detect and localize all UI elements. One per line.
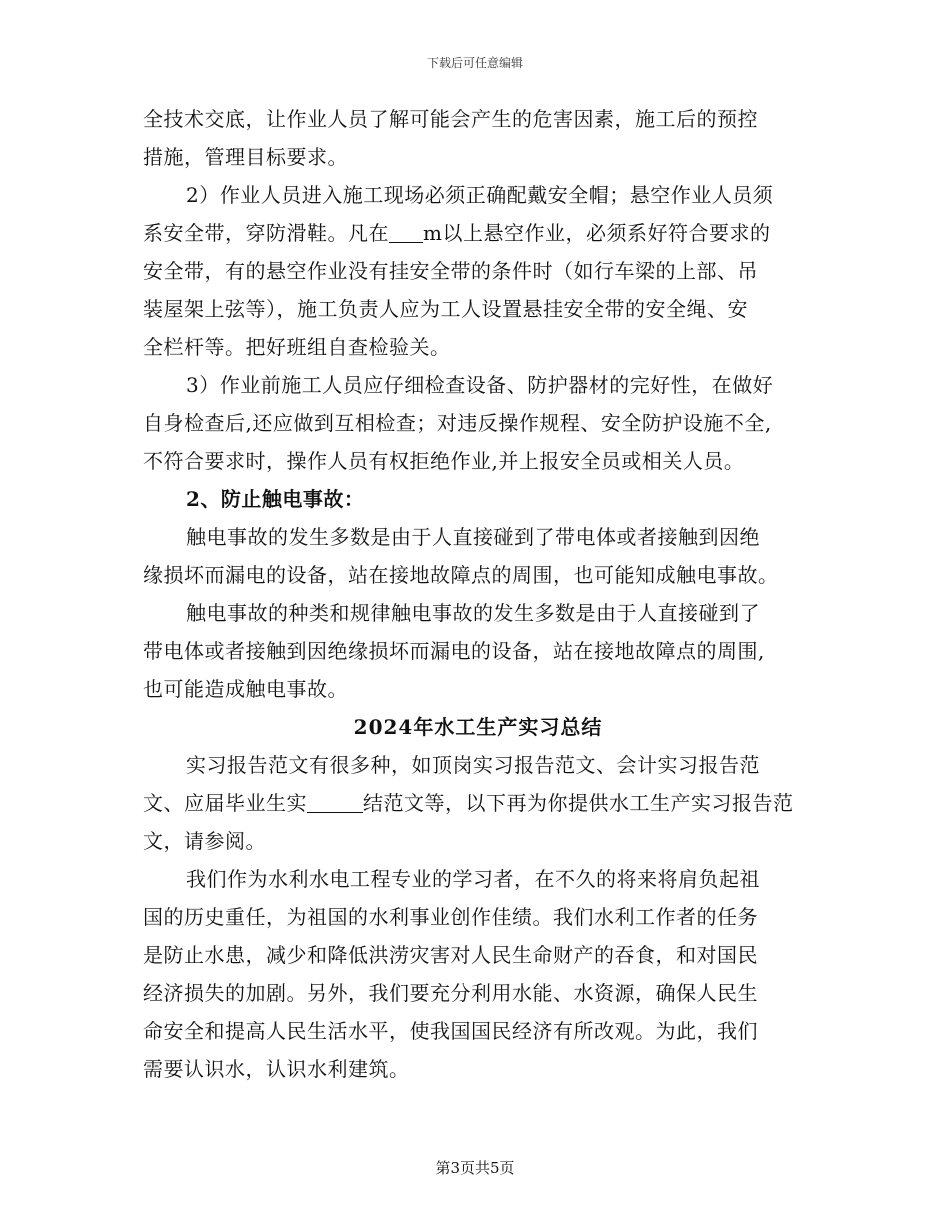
text-line: 触电事故的种类和规律触电事故的发生多数是由于人直接碰到了 bbox=[186, 601, 760, 625]
page-number: 第3页共5页 bbox=[435, 1159, 515, 1177]
text-fragment: 系安全带，穿防滑鞋。凡在 bbox=[143, 221, 389, 245]
text-line: 我们作为水利水电工程专业的学习者，在不久的将来将肩负起祖 bbox=[186, 867, 760, 891]
text-fragment: 结范文等，以下再为你提供水工生产实习报告范 bbox=[363, 791, 794, 815]
section-heading: 2、防止触电事故： bbox=[186, 487, 365, 511]
text-line: 经济损失的加剧。另外，我们要充分利用水能、水资源，确保人民生 bbox=[143, 981, 758, 1005]
text-line-with-blank bbox=[143, 784, 813, 822]
text-line: 全技术交底，让作业人员了解可能会产生的危害因素，施工后的预控 bbox=[143, 107, 758, 131]
text-line: 自身检查后,还应做到互相检查；对违反操作规程、安全防护设施不全, bbox=[143, 411, 772, 435]
text-line-with-blank bbox=[143, 214, 813, 252]
text-line: 安全带，有的悬空作业没有挂安全带的条件时（如行车梁的上部、吊 bbox=[143, 259, 758, 283]
text-fragment: 文、应届毕业生实 bbox=[143, 791, 307, 815]
text-line: 文，请参阅。 bbox=[143, 829, 266, 853]
text-line: 3）作业前施工人员应仔细检查设备、防护器材的完好性，在做好 bbox=[186, 373, 774, 397]
text-line: 不符合要求时，操作人员有权拒绝作业,并上报安全员或相关人员。 bbox=[143, 449, 745, 473]
document-body bbox=[143, 100, 813, 1088]
page-header-note: 下载后可任意编辑 bbox=[426, 56, 523, 70]
text-line: 需要认识水，认识水利建筑。 bbox=[143, 1057, 410, 1081]
text-line: 缘损坏而漏电的设备，站在接地故障点的周围，也可能知成触电事故。 bbox=[143, 563, 779, 587]
text-line: 装屋架上弦等），施工负责人应为工人设置悬挂安全带的安全绳、安 bbox=[143, 297, 748, 321]
text-line: 也可能造成触电事故。 bbox=[143, 677, 348, 701]
text-line: 触电事故的发生多数是由于人直接碰到了带电体或者接触到因绝 bbox=[186, 525, 760, 549]
fill-in-blank bbox=[307, 792, 363, 813]
fill-in-blank bbox=[389, 222, 423, 243]
text-line: 全栏杆等。把好班组自查检验关。 bbox=[143, 335, 451, 359]
document-title: 2024年水工生产实习总结 bbox=[353, 715, 603, 739]
text-line: 2）作业人员进入施工现场必须正确配戴安全帽；悬空作业人员须 bbox=[186, 183, 774, 207]
text-line: 是防止水患，减少和降低洪涝灾害对人民生命财产的吞食，和对国民 bbox=[143, 943, 758, 967]
text-line: 实习报告范文有很多种，如顶岗实习报告范文、会计实习报告范 bbox=[186, 753, 760, 777]
text-line: 命安全和提高人民生活水平，使我国国民经济有所改观。为此，我们 bbox=[143, 1019, 758, 1043]
text-line: 带电体或者接触到因绝缘损坏而漏电的设备，站在接地故障点的周围, bbox=[143, 639, 765, 663]
text-line: 措施，管理目标要求。 bbox=[143, 145, 348, 169]
text-fragment: m以上悬空作业，必须系好符合要求的 bbox=[423, 221, 771, 245]
text-line: 国的历史重任，为祖国的水利事业创作佳绩。我们水利工作者的任务 bbox=[143, 905, 758, 929]
